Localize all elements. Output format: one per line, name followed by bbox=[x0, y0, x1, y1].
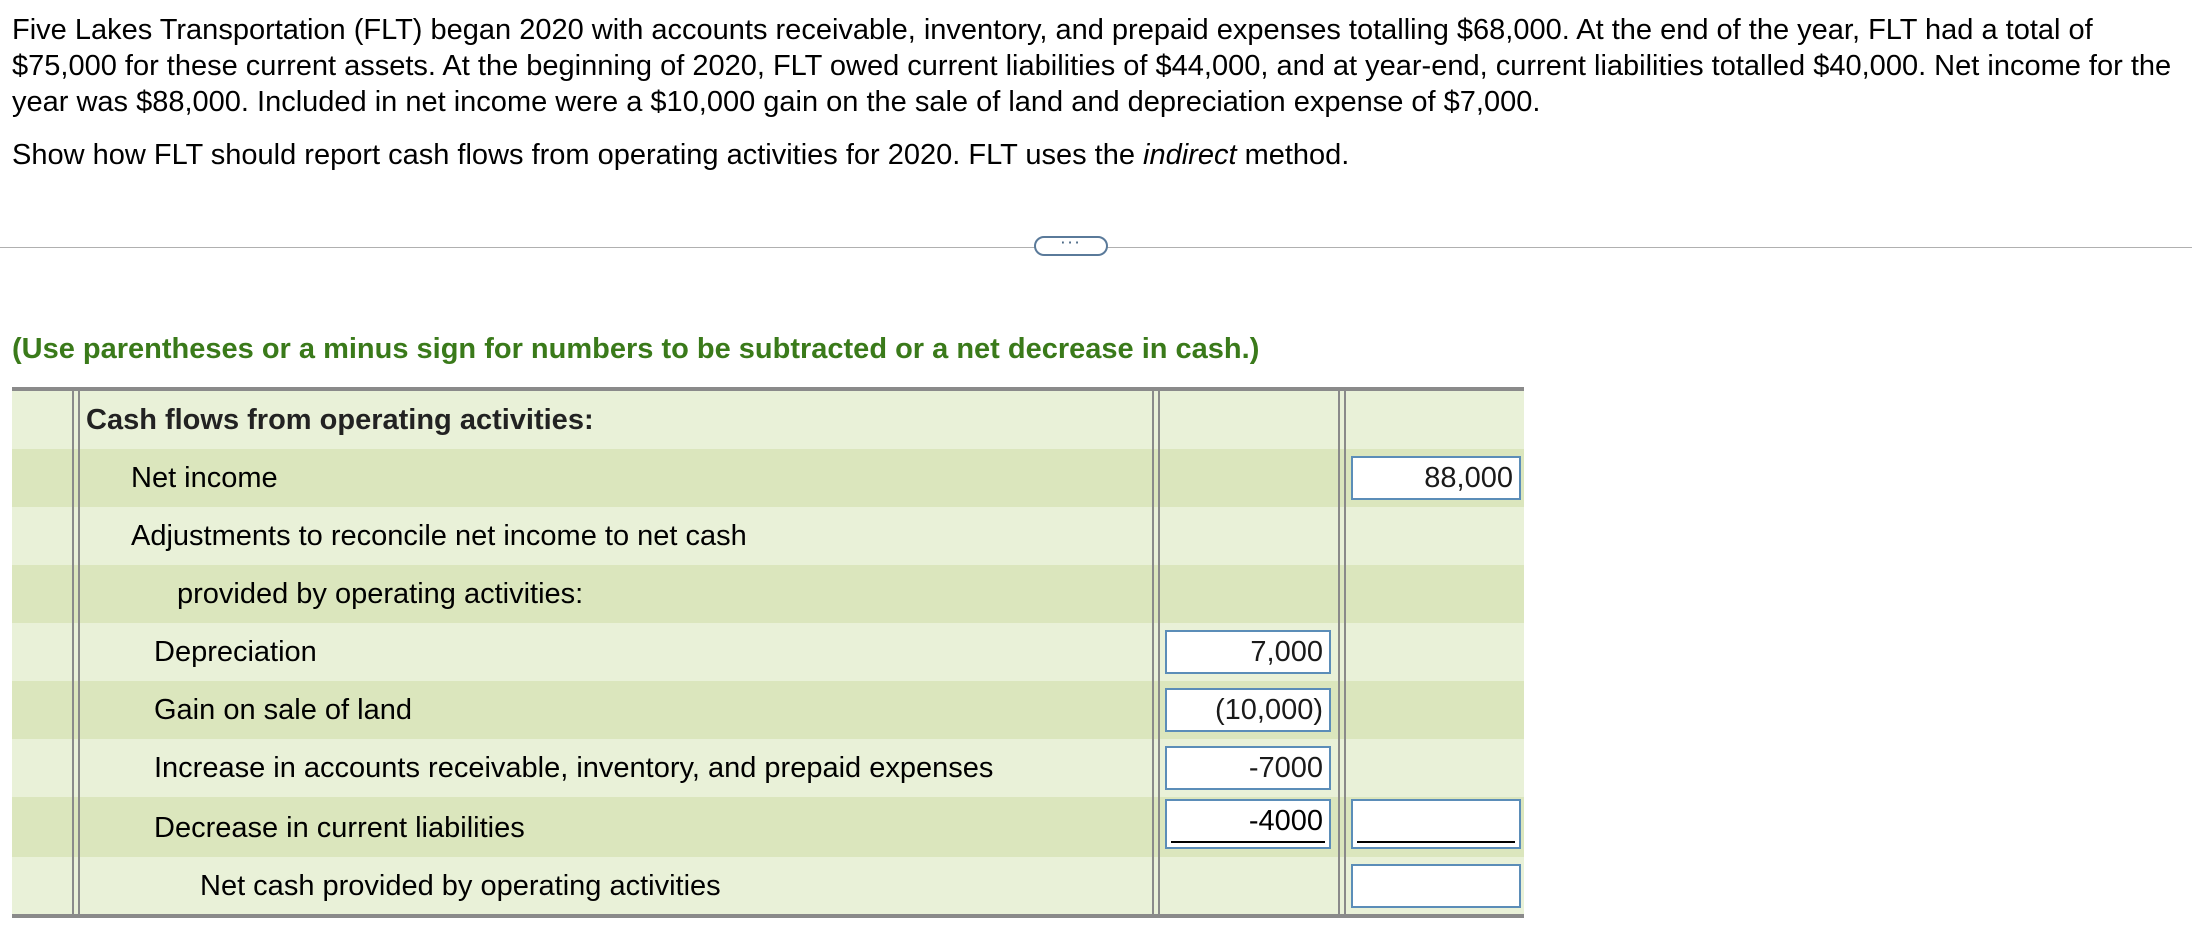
column-divider bbox=[72, 391, 74, 914]
depreciation-label: Depreciation bbox=[154, 636, 317, 668]
instruction-text: (Use parentheses or a minus sign for numbers to be subtracted or a net decrease in cash.) bbox=[12, 333, 1260, 365]
table-row bbox=[12, 507, 1524, 565]
table-bottom-rule bbox=[12, 914, 1524, 918]
gain-on-sale-input[interactable] bbox=[1165, 688, 1331, 732]
net-cash-input[interactable] bbox=[1351, 864, 1521, 908]
ellipsis-icon: ··· bbox=[1060, 233, 1082, 252]
column-divider bbox=[1344, 391, 1346, 914]
section-header: Cash flows from operating activities: bbox=[86, 404, 594, 436]
column-divider bbox=[1158, 391, 1160, 914]
table-row bbox=[12, 391, 1524, 449]
expand-button[interactable] bbox=[1034, 233, 1108, 256]
task-text-start: Show how FLT should report cash flows from operating activities for 2020. FLT uses the bbox=[12, 139, 1144, 171]
table-row bbox=[12, 797, 1524, 857]
net-income-input[interactable] bbox=[1351, 456, 1521, 500]
column-divider bbox=[1152, 391, 1154, 914]
table-row bbox=[12, 449, 1524, 507]
task-text-italic: indirect bbox=[1143, 139, 1237, 171]
table-row bbox=[12, 857, 1524, 914]
problem-paragraph: Five Lakes Transportation (FLT) began 2020 with accounts receivable, inventory, and prepaid expenses totalling $68,000. At the end of the year, FLT had a total of $75,000 for these current assets. At the beginning of 2020, FLT owed current liabilities of $44,000, and at year-end, current liabilities totalled $40,000. Net income for the year was $88,000. Included in net income were a $10,000 gain on the sale of land and depreciation expense of $7,000. bbox=[12, 14, 2172, 118]
current-liabilities-change-field[interactable] bbox=[1165, 799, 1331, 849]
current-liabilities-change-value: -4000 bbox=[1248, 805, 1323, 837]
gain-on-sale-label: Gain on sale of land bbox=[154, 694, 412, 726]
column-divider bbox=[1338, 391, 1340, 914]
cash-flow-statement bbox=[12, 387, 1524, 918]
table-row bbox=[12, 681, 1524, 739]
adjustments-total-input[interactable] bbox=[1351, 799, 1521, 849]
table-row bbox=[12, 565, 1524, 623]
net-income-label: Net income bbox=[131, 462, 278, 494]
problem-task bbox=[12, 137, 2182, 173]
subtotal-underline bbox=[1171, 841, 1325, 843]
current-liabilities-change-label: Decrease in current liabilities bbox=[154, 812, 525, 844]
adjustments-label: Adjustments to reconcile net income to net cash bbox=[131, 520, 747, 552]
total-underline bbox=[1357, 841, 1515, 843]
current-assets-change-label: Increase in accounts receivable, inventory, and prepaid expenses bbox=[154, 752, 994, 784]
problem-statement bbox=[12, 12, 2182, 173]
column-divider bbox=[78, 391, 80, 914]
depreciation-input[interactable] bbox=[1165, 630, 1331, 674]
table-row bbox=[12, 623, 1524, 681]
net-cash-label: Net cash provided by operating activities bbox=[200, 870, 721, 902]
adjustments-label-continued: provided by operating activities: bbox=[177, 578, 584, 610]
task-text-end: method. bbox=[1236, 139, 1350, 171]
table-row bbox=[12, 739, 1524, 797]
current-assets-change-input[interactable] bbox=[1165, 746, 1331, 790]
